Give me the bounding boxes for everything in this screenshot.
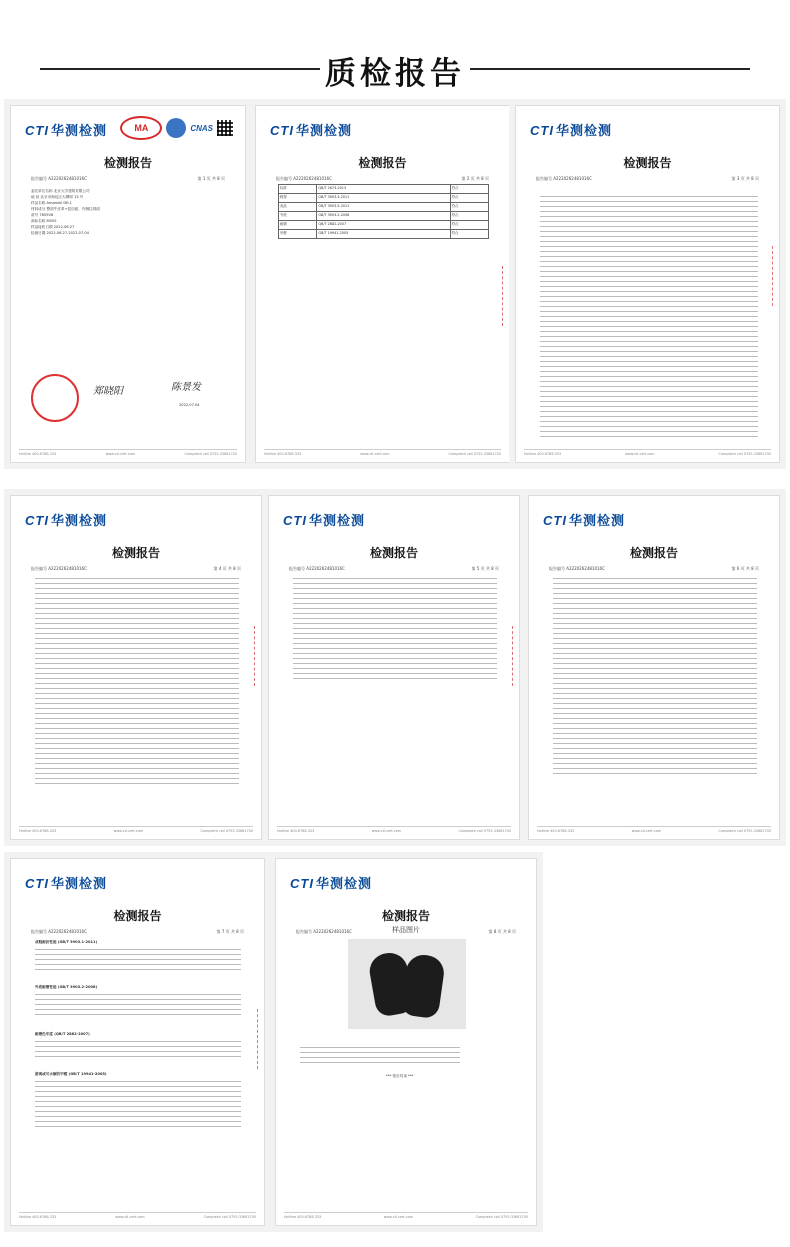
report-page-6 — [528, 495, 780, 840]
cti-logo: CTI 华测检测 — [290, 876, 372, 892]
report-meta: 报告编号 A2220262481016C 第 2 页 共 8 页 — [276, 176, 489, 181]
report-title: 检测报告 — [623, 156, 672, 170]
side-seal-icon — [772, 246, 780, 306]
report-title: 检测报告 — [111, 546, 160, 560]
remarks — [300, 1047, 460, 1067]
side-seal-icon — [254, 626, 262, 686]
page-title: 质检报告 — [325, 56, 465, 92]
report-meta: 报告编号 A2220262481016C 第 6 页 共 8 页 — [549, 566, 759, 571]
ilac-badge-icon — [166, 118, 186, 138]
accreditation-badges — [120, 116, 233, 140]
table-row: 鞋帮 GB/T 3903.3-2011 符合 — [279, 194, 489, 203]
section-4-title: 游离或可水解的甲醛 (GB/T 19941-2005) — [35, 1072, 107, 1076]
cti-logo: CTI 华测检测 — [25, 876, 107, 892]
report-title: 检测报告 — [113, 909, 162, 923]
report-meta: 报告编号 A2220262481016C 第 7 页 共 8 页 — [31, 929, 244, 934]
section-1-title: 成鞋耐折性能 (GB/T 3903.1-2011) — [35, 940, 98, 944]
section-2-title: 外底耐磨性能 (GB/T 3903.2-2008) — [35, 985, 98, 989]
report-title: 检测报告 — [369, 546, 418, 560]
shoe-right-icon — [400, 953, 446, 1020]
report-page-7 — [10, 858, 265, 1226]
sample-photo-label: 样品图片 — [392, 926, 420, 934]
report-meta: 报告编号 A2220262481016C 第 8 页 共 8 页 — [296, 929, 516, 934]
side-seal-icon — [502, 266, 510, 326]
cti-logo: CTI 华测检测 — [25, 123, 107, 139]
report-meta: 报告编号 A2220262481016C 第 5 页 共 8 页 — [289, 566, 499, 571]
report-title: 检测报告 — [358, 156, 407, 170]
report-page-8 — [275, 858, 537, 1226]
report-meta: 报告编号 A2220262481016C 第 4 页 共 8 页 — [31, 566, 241, 571]
report-page-3 — [515, 105, 780, 463]
report-title: 检测报告 — [629, 546, 678, 560]
detail-table-placeholder — [35, 578, 239, 788]
page-footer: Hotline 400-6788-333 www.cti-cert.com Complaint call 0755-33681700 — [524, 449, 771, 456]
detail-table-placeholder — [553, 578, 757, 778]
page-footer: Hotline 400-6788-333 www.cti-cert.com Complaint call 0755-33681700 — [537, 826, 771, 833]
page-footer: Hotline 400-6788-333 www.cti-cert.com Complaint call 0755-33681700 — [277, 826, 511, 833]
cnas-badge-icon: CNAS — [190, 123, 213, 133]
report-page-2 — [255, 105, 510, 463]
section-1-table — [35, 949, 241, 974]
section-4-table — [35, 1081, 241, 1131]
report-page-5 — [268, 495, 520, 840]
report-page-1 — [10, 105, 246, 463]
cti-logo: CTI 华测检测 — [543, 513, 625, 529]
report-meta: 报告编号 A2220262481016C 第 3 页 共 8 页 — [536, 176, 759, 181]
section-2-table — [35, 994, 241, 1019]
side-seal-icon — [512, 626, 520, 686]
detail-table-placeholder — [293, 578, 497, 683]
signature-1: 郑晓阳 — [93, 386, 123, 397]
cma-badge-icon: MA — [120, 116, 162, 140]
section-3-table — [35, 1041, 241, 1061]
page-footer: Hotline 400-6788-333 www.cti-cert.com Complaint call 0755-33681700 — [264, 449, 501, 456]
page-footer: Hotline 400-6788-333 www.cti-cert.com Complaint call 0755-33681700 — [19, 826, 253, 833]
sign-date: 2022.07.04 — [179, 403, 200, 407]
table-row: 标准 QB/T 2673-2013 符合 — [279, 185, 489, 194]
table-row: 甲醛 GB/T 19941-2005 符合 — [279, 230, 489, 239]
sample-photo — [348, 939, 466, 1029]
table-row: 外底 GB/T 3903.2-2008 符合 — [279, 212, 489, 221]
page-footer: Hotline 400-6788-333 www.cti-cert.com Complaint call 0755-33681700 — [19, 449, 237, 456]
section-3-title: 耐磨色牢度 (QB/T 2882-2007) — [35, 1032, 90, 1036]
summary-table — [278, 184, 489, 239]
page-footer: Hotline 400-6788-333 www.cti-cert.com Complaint call 0755-33681700 — [19, 1212, 256, 1219]
end-note: *** 报告结束 *** — [386, 1074, 414, 1078]
header-rule-right — [470, 68, 750, 70]
official-seal-icon — [31, 374, 79, 422]
report-page-4 — [10, 495, 262, 840]
report-title: 检测报告 — [381, 909, 430, 923]
report-title: 检测报告 — [103, 156, 152, 170]
cti-logo: CTI 华测检测 — [283, 513, 365, 529]
table-row: 成品 GB/T 3903.5-2011 符合 — [279, 203, 489, 212]
cti-logo: CTI 华测检测 — [530, 123, 612, 139]
report-meta: 报告编号 A2220262481016C 第 1 页 共 8 页 — [31, 176, 225, 181]
cti-logo: CTI 华测检测 — [25, 513, 107, 529]
page-footer: Hotline 400-6788-333 www.cti-cert.com Complaint call 0755-33681700 — [284, 1212, 528, 1219]
client-info: 委托单位名称 北京大学建筑有限公司 地 址 北京市海淀区大柳树 13 号 样品名称 Amamiki DR.1 材料成分 整面牛皮革+混纺面，内侧拉绒面 款号 7655V6 商标名称 M005 样品接收日期 2022.06.27 检测日期 2022.06.27-2022.07.04 — [31, 189, 100, 235]
cti-logo: CTI 华测检测 — [270, 123, 352, 139]
side-seal-icon — [257, 1009, 265, 1069]
detail-table-placeholder — [540, 196, 758, 441]
table-row: 耐磨 QB/T 2882-2007 符合 — [279, 221, 489, 230]
signature-2: 陈景发 — [171, 382, 201, 393]
qr-code-icon — [217, 120, 233, 136]
